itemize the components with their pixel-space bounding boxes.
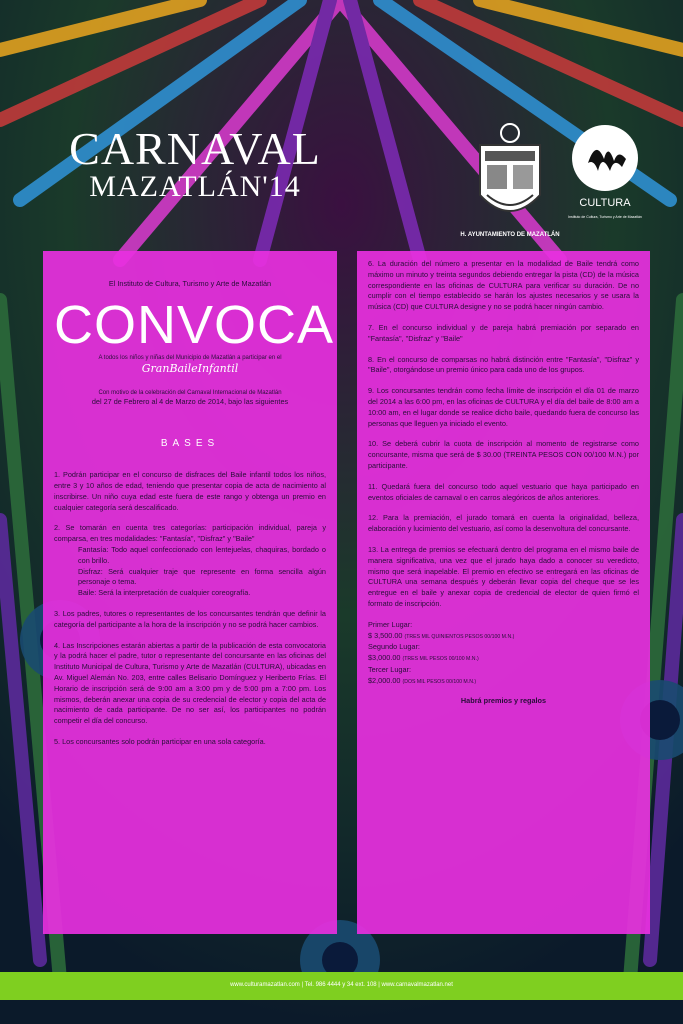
rule-10: 10. Se deberá cubrir la cuota de inscripción al momento de registrarse como concursante, misma que será de $ 30.00 (TREINTA PESOS CON 00/100 M.N.) por participante. [368, 439, 639, 470]
rule-9: 9. Los concursantes tendrán como fecha límite de inscripción el día 01 de marzo del 2014 a las 6:00 pm, en las oficinas de CULTURA y el día del baile de 8:00 am a 10:00 am, en el lugar donde se realice dicho baile, quedando fuera de concurso las personas que lleguen ya iniciado el evento. [368, 386, 639, 428]
ayuntamiento-seal-icon [465, 115, 555, 235]
rule-2-disfraz: Disfraz: Será cualquier traje que represente en forma sencilla algún personaje o tema. [78, 566, 326, 587]
rule-3: 3. Los padres, tutores o representantes de los concursantes tendrán que definir la categoría del participante a la hora de la inscripción y no se podrá hacer cambios. [54, 608, 326, 629]
rule-5: 5. Los concursantes solo podrán participar en una sola categoría. [54, 736, 266, 746]
third-prize-label: Tercer Lugar: [368, 664, 411, 674]
left-panel [43, 251, 337, 934]
rule-2 [54, 523, 326, 599]
motive-text: Con motivo de la celebración del Carnaval Internacional de Mazatlán [98, 389, 282, 396]
cultura-subtitle: Instituto de Cultura, Turismo y Arte de Mazatlán [568, 215, 642, 219]
right-panel [357, 251, 650, 934]
rule-6: 6. La duración del número a presentar en la modalidad de Baile tendrá como máximo un minuto y treinta segundos debiendo entregar la pista (CD) de la música correspondiente en las oficinas de CULTURA para verificar su duración. De no cumplir con el tiempo establecido se harán los ajustes necesarios y se usara la música (CD) que CULTURA designe y no se podrá hacer ningún cambio. [368, 259, 639, 312]
convoca-heading: CONVOCA [54, 294, 335, 355]
carnaval-title: CARNAVAL [69, 123, 321, 174]
second-prize-note: (TRES MIL PESOS 00/100 M.N.) [402, 656, 479, 663]
dates-text: del 27 de Febrero al 4 de Marzo de 2014, bajo las siguientes [91, 396, 289, 406]
rule-12: 12. Para la premiación, el jurado tomará en cuenta la originalidad, belleza, elaboración y lucimiento del vestuario, así como la desenvoltura del concursante. [368, 513, 639, 534]
rule-1: 1. Podrán participar en el concurso de disfraces del Baile infantil todos los niños, entre 3 y 10 años de edad, teniendo que presentar copia de acta de nacimiento al inscribirse. Un niño cuya edad este fuera de este rango y obtenga un premio en cualquier categoría será descalificado. [54, 470, 326, 512]
bases-heading: BASES [160, 438, 220, 450]
second-prize [368, 653, 639, 665]
rule-4: 4. Las Inscripciones estarán abiertas a partir de la publicación de esta convocatoria y la podrá hacer el padre, tutor o representante del concursante en las oficinas del Instituto Municipal de Cultura, Turismo y Arte de Mazatlán (CULTURA), ubicadas en Av. Miguel Alemán No. 203, entre calles Belisario Domínguez y Heriberto Frías. El Horario de inscripción será de 9:00 am a 3:00 pm y de 5:00 pm a 7:00 pm. Los mismos, deberán anexar una copia de su credencial de elector y copia del acta de nacimiento de cada participante. De no ser así, los participantes no podrán competir el día del concurso. [54, 640, 326, 726]
rule-2-fantasia: Fantasía: Todo aquel confeccionado con lentejuelas, chaquiras, bordado o con brillo. [78, 544, 326, 565]
rule-7: 7. En el concurso individual y de pareja habrá premiación por separado en "Fantasía", "Disfraz" y "Baile" [368, 322, 639, 343]
first-prize-label: Primer Lugar: [368, 619, 413, 629]
cultura-label: CULTURA [579, 197, 631, 209]
second-prize-label: Segundo Lugar: [368, 642, 420, 652]
rule-2-text: 2. Se tomarán en cuenta tres categorías: participación individual, pareja y comparsa, en tres modalidades: "Fantasía", "Disfraz" y "Baile" [54, 523, 326, 544]
rule-2-baile: Baile: Será la interpretación de cualquier coreografía. [78, 588, 251, 598]
first-prize-amount: $ 3,500.00 [368, 630, 403, 640]
intro-text: El Instituto de Cultura, Turismo y Arte de Mazatlán [108, 279, 272, 288]
first-prize [368, 631, 639, 643]
third-prize [368, 676, 639, 688]
first-prize-note: (TRES MIL QUINIENTOS PESOS 00/100 M.N.) [404, 633, 515, 640]
invite-text: A todos los niños y niñas del Municipio de Mazatlán a participar en el [98, 354, 282, 361]
cultura-logo-icon [570, 123, 640, 193]
third-prize-amount: $2,000.00 [368, 675, 401, 685]
rule-11: 11. Quedará fuera del concurso todo aquel vestuario que haya participado en eventos oficiales de carnaval o en carros alegóricos de años anteriores. [368, 481, 639, 502]
third-prize-note: (DOS MIL PESOS 00/100 M.N.) [402, 678, 477, 685]
second-prize-amount: $3,000.00 [368, 653, 401, 663]
event-name: GranBaileInfantil [141, 361, 239, 375]
rule-13: 13. La entrega de premios se efectuará dentro del programa en el mismo baile de manera significativa, una vez que el jurado haya dado a conocer su veredicto, mismo que será inapelable. El premio en efectivo se entregará en las oficinas de CULTURA una semana después y deberán llevar copia del cheque que se les entregue en el baile y anexar copia de credencial de elector de quien firmó el formato de inscripción. [368, 544, 639, 608]
footer-links[interactable]: www.culturamazatlan.com | Tel. 986 4444 y 34 ext. 108 | www.carnavalmazatlan.net [230, 982, 453, 988]
closing-text: Habrá premios y regalos [460, 695, 547, 705]
mazatlan-title: MAZATLÁN'14 [89, 170, 301, 203]
rule-8: 8. En el concurso de comparsas no habrá distinción entre "Fantasía", "Disfraz" y "Baile", otorgándose un premio único para cada uno de los grupos. [368, 354, 639, 375]
ayuntamiento-label: H. AYUNTAMIENTO DE MAZATLÁN [460, 232, 560, 238]
